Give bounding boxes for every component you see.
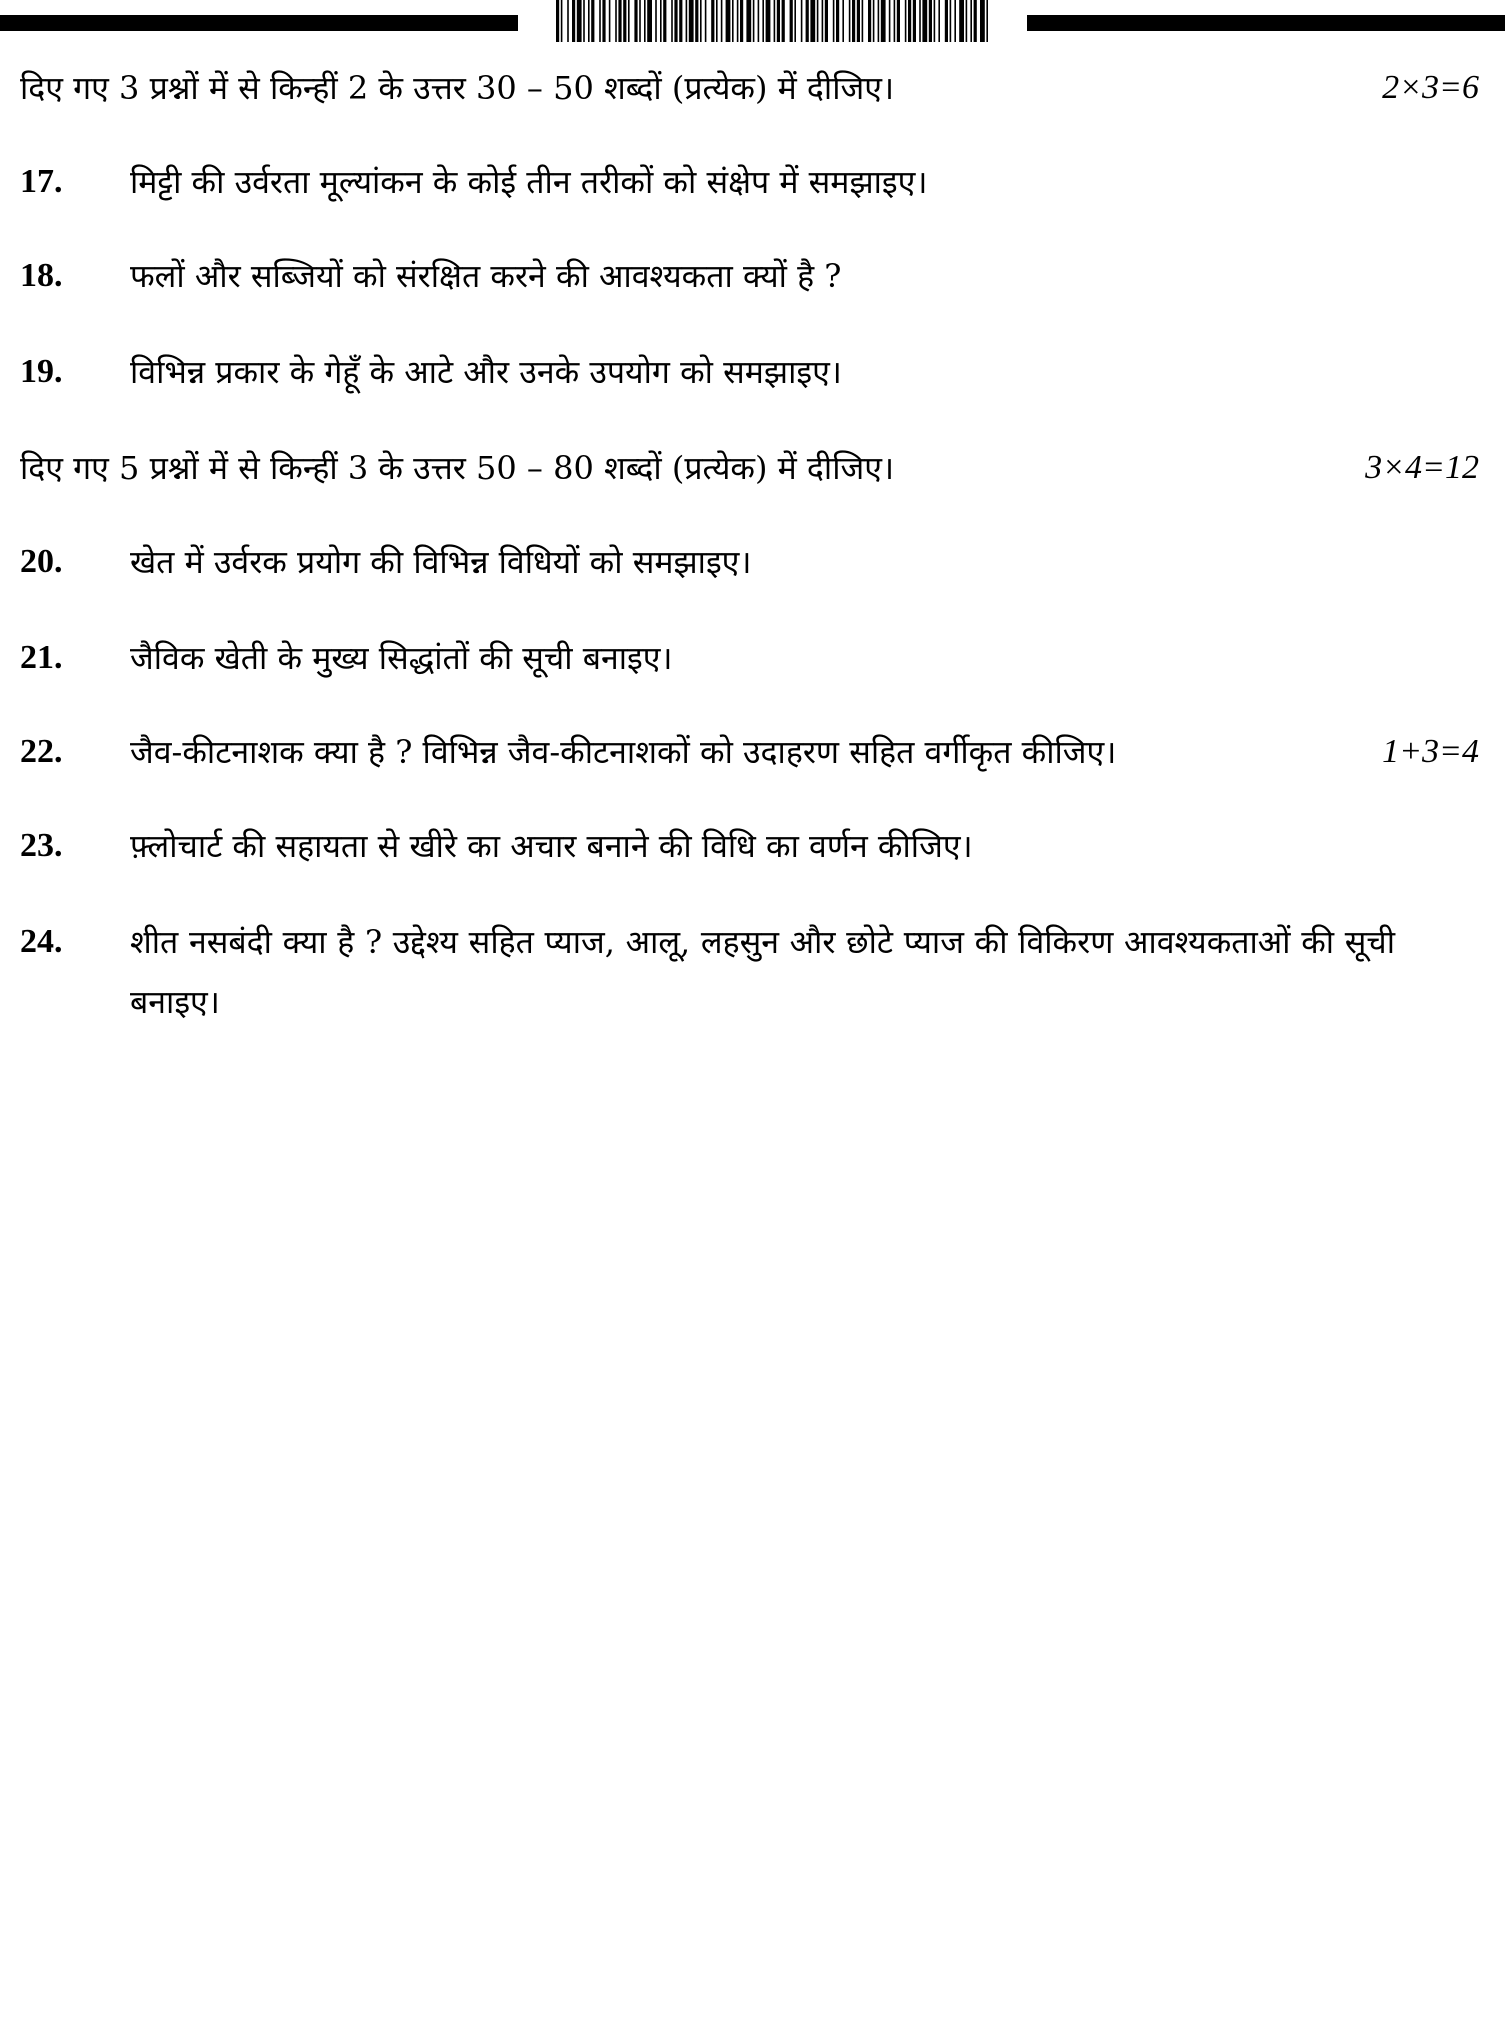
- question-text: शीत नसबंदी क्या है ? उद्देश्य सहित प्याज, आलू, लहसुन और छोटे प्याज की विकिरण आवश्यकताओं की सूची बनाइए।: [130, 923, 1395, 1021]
- barcode: [556, 0, 988, 42]
- question-text: विभिन्न प्रकार के गेहूँ के आटे और उनके उपयोग को समझाइए।: [130, 353, 842, 391]
- question-number: 21.: [20, 639, 63, 676]
- section-a-instruction: दिए गए 3 प्रश्नों में से किन्हीं 2 के उत्तर 30 – 50 शब्दों (प्रत्येक) में दीजिए।: [20, 69, 895, 107]
- question-text: फ़्लोचार्ट की सहायता से खीरे का अचार बनाने की विधि का वर्णन कीजिए।: [130, 827, 973, 865]
- question-text: जैव-कीटनाशक क्या है ? विभिन्न जैव-कीटनाशकों को उदाहरण सहित वर्गीकृत कीजिए।: [130, 733, 1117, 771]
- question-text: जैविक खेती के मुख्य सिद्धांतों की सूची बनाइए।: [130, 639, 673, 677]
- section-b-instruction: दिए गए 5 प्रश्नों में से किन्हीं 3 के उत्तर 50 – 80 शब्दों (प्रत्येक) में दीजिए।: [20, 449, 895, 487]
- header-bar-right: [1027, 15, 1505, 31]
- question-text: फलों और सब्जियों को संरक्षित करने की आवश्यकता क्यों है ?: [130, 257, 842, 295]
- question-number: 22.: [20, 733, 63, 770]
- question-text: खेत में उर्वरक प्रयोग की विभिन्न विधियों को समझाइए।: [130, 543, 752, 581]
- question-number: 20.: [20, 543, 63, 580]
- question-number: 23.: [20, 827, 63, 864]
- question-text: मिट्टी की उर्वरता मूल्यांकन के कोई तीन तरीकों को संक्षेप में समझाइए।: [130, 163, 928, 201]
- section-b-marks: 3×4=12: [1365, 449, 1479, 486]
- question-number: 24.: [20, 923, 63, 960]
- header-bar-left: [0, 15, 518, 31]
- question-number: 18.: [20, 257, 63, 294]
- question-number: 17.: [20, 163, 63, 200]
- question-number: 19.: [20, 353, 63, 390]
- section-a-marks: 2×3=6: [1382, 69, 1479, 106]
- question-22-marks: 1+3=4: [1382, 733, 1479, 770]
